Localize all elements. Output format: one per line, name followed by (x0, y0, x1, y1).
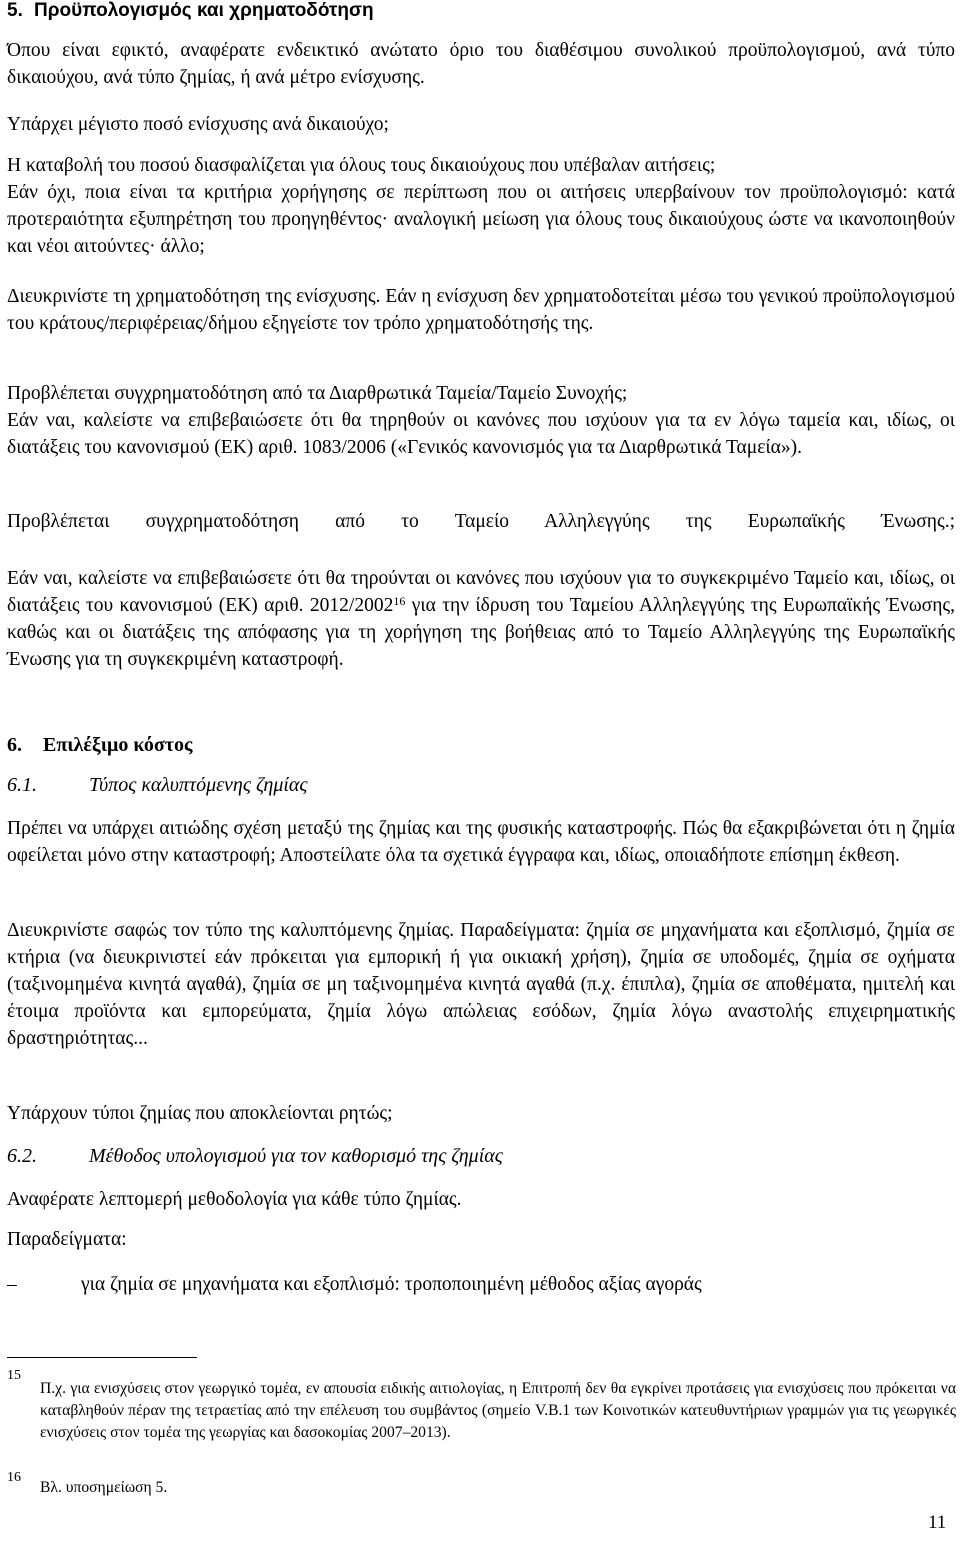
section-5-number: 5. (7, 0, 23, 21)
footnote-15-number: 15 (7, 1368, 21, 1383)
structural-funds-paragraph (7, 380, 955, 461)
footnote-15-text: Π.χ. για ενισχύσεις στον γεωργικό τομέα, εν απουσία ειδικής αιτιολογίας, η Επιτροπή δεν θα εγκρίνει προτάσεις για ενισχύσεις που πρόκειται να καταβληθούν πέραν της τετραετίας από την επέλευση του συμβάντος (σημείο V.B.1 των Κοινοτικών κατευθυντήριων γραμμών για τις γεωργικές ενισχύσεις στον τομέα της γεωργίας και δασοκομίας 2007–2013). (40, 1380, 956, 1441)
list-item-text: για ζημία σε μηχανήματα και εξοπλισμό: τροποποιημένη μέθοδος αξίας αγοράς (81, 1274, 702, 1295)
section-6-heading (7, 734, 955, 757)
section-5-title: Προϋπολογισμός και χρηματοδότηση (34, 0, 374, 21)
payment-guarantee-question: Η καταβολή του ποσού διασφαλίζεται για όλους τους δικαιούχους που υπέβαλαν αιτήσεις; (7, 155, 716, 176)
solidarity-fund-question: Προβλέπεται συγχρηματοδότηση από το Ταμείο Αλληλεγγύης της Ευρωπαϊκής Ένωσης.; (7, 511, 955, 532)
section-6-number: 6. (7, 734, 22, 756)
section-5-heading (7, 0, 955, 22)
damage-types-paragraph: Διευκρινίστε σαφώς τον τύπο της καλυπτόμενης ζημίας. Παραδείγματα: ζημία σε μηχανήματα και εξοπλισμό, ζημία σε κτήρια (να διευκρινιστεί εάν πρόκειται για εμπορική ή για οικιακή χρήση), ζημία σε υποδομές, ζημία σε οχήματα (ταξινομημένα κινητά αγαθά), ζημία σε μη ταξινομημένα κινητά αγαθά (π.χ. έπιπλα), ζημία σε αποθέματα, ημιτελή και έτοιμα προϊόντα και εμπορεύματα, ζημία λόγω απώλειας εσόδων, ζημία λόγω αναστολής επιχειρηματικής δραστηριότητας... (7, 920, 955, 1049)
max-aid-question: Υπάρχει μέγιστο ποσό ενίσχυσης ανά δικαιούχο; (7, 114, 389, 135)
dash-bullet-icon: – (7, 1274, 17, 1295)
solidarity-fund-text-a: Εάν ναι, καλείστε να επιβεβαιώσετε ότι θα τηρούνται οι κανόνες που ισχύουν για το συγκεκριμένο Ταμείο και, ιδίως, οι διατάξεις του κανονισμού (ΕΚ) αριθ. 2012/2002 (7, 568, 955, 616)
structural-funds-conditions: Εάν ναι, καλείστε να επιβεβαιώσετε ότι θα τηρηθούν οι κανόνες που ισχύουν για τα εν λόγω ταμεία και, ιδίως, οι διατάξεις του κανονισμού (ΕΚ) αριθ. 1083/2006 («Γενικός κανονισμός για τα Διαρθρωτικά Ταμεία»). (7, 410, 955, 458)
examples-label: Παραδείγματα: (7, 1229, 127, 1250)
causal-link-paragraph: Πρέπει να υπάρχει αιτιώδης σχέση μεταξύ της ζημίας και της φυσικής καταστροφής. Πώς θα εξακριβώνεται ότι η ζημία οφείλεται μόνο στην καταστροφή; Αποστείλατε όλα τα σχετικά έγγραφα και, ιδίως, οποιαδήποτε επίσημη έκθεση. (7, 818, 955, 866)
max-aid-paragraph (7, 111, 955, 260)
subsection-6-1-heading (7, 774, 955, 797)
subsection-6-2-heading (7, 1145, 955, 1168)
subsection-6-1-title: Τύπος καλυπτόμενης ζημίας (89, 774, 308, 796)
subsection-6-2-number: 6.2. (7, 1145, 37, 1167)
footnote-ref-16[interactable]: 16 (393, 594, 406, 608)
subsection-6-1-number: 6.1. (7, 774, 37, 796)
excluded-damage-question: Υπάρχουν τύποι ζημίας που αποκλείονται ρητώς; (7, 1103, 393, 1124)
methodology-paragraph: Αναφέρατε λεπτομερή μεθοδολογία για κάθε τύπο ζημίας. (7, 1189, 462, 1210)
subsection-6-2-title: Μέθοδος υπολογισμού για τον καθορισμό της ζημίας (89, 1145, 503, 1167)
allocation-criteria-text: Εάν όχι, ποια είναι τα κριτήρια χορήγησης σε περίπτωση που οι αιτήσεις υπερβαίνουν τον προϋπολογισμό: κατά προτεραιότητα εξυπηρέτηση του προηγηθέντος· αναλογική μείωση για όλους τους δικαιούχους ώστε να ικανοποιηθούν και νέοι αιτούντες· άλλο; (7, 182, 955, 257)
page-number: 11 (928, 1512, 947, 1533)
footnote-16-text: Βλ. υποσημείωση 5. (40, 1479, 168, 1496)
structural-funds-question: Προβλέπεται συγχρηματοδότηση από τα Διαρθρωτικά Ταμεία/Ταμείο Συνοχής; (7, 383, 628, 404)
footnote-16-number: 16 (7, 1470, 21, 1485)
section-6-title: Επιλέξιμο κόστος (43, 734, 193, 756)
solidarity-fund-conditions (7, 565, 955, 673)
solidarity-fund-text-b: για την ίδρυση του Ταμείου Αλληλεγγύης της Ευρωπαϊκής Ένωσης, καθώς και οι διατάξεις της απόφασης για τη χορήγηση της βοήθειας από το Ταμείο Αλληλεγγύης της Ευρωπαϊκής Ένωσης για τη συγκεκριμένη καταστροφή. (7, 595, 955, 670)
budget-ceiling-paragraph: Όπου είναι εφικτό, αναφέρατε ενδεικτικό ανώτατο όριο του διαθέσιμου συνολικού προϋπολογισμού, ανά τύπο δικαιούχου, ανά τύπο ζημίας, ή ανά μέτρο ενίσχυσης. (7, 40, 955, 88)
footnote-divider (7, 1357, 197, 1358)
financing-paragraph: Διευκρινίστε τη χρηματοδότηση της ενίσχυσης. Εάν η ενίσχυση δεν χρηματοδοτείται μέσω του γενικού προϋπολογισμού του κράτους/περιφέρειας/δήμου εξηγείστε τον τρόπο χρηματοδότησής της. (7, 286, 955, 334)
